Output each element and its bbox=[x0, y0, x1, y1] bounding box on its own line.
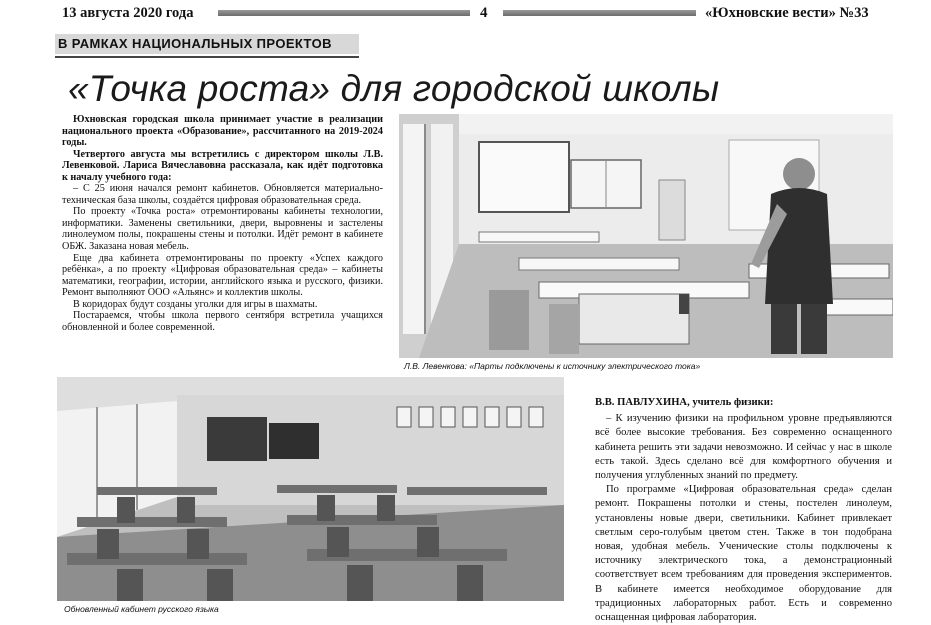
article-paragraph: По проекту «Точка роста» отремонтированы кабинеты технологии, информатики. Заменены светильники, двери, выровнены и застелены линолеумом полы, покрашены стены и потолки. Идёт ремонт в кабинете ОБЖ. Заказана новая мебель. bbox=[62, 206, 383, 253]
photo1-caption: Л.В. Левенкова: «Парты подключены к источнику электрического тока» bbox=[404, 361, 701, 371]
section-rubric: В РАМКАХ НАЦИОНАЛЬНЫХ ПРОЕКТОВ bbox=[55, 34, 359, 54]
rubric-underline bbox=[55, 56, 359, 58]
article-paragraph: – С 25 июня начался ремонт кабинетов. Обновляется материально-техническая база школы, создаётся цифровая образовательная среда. bbox=[62, 183, 383, 206]
newspaper-title: «Юхновские вести» №33 bbox=[705, 5, 869, 21]
article-paragraph: Постараемся, чтобы школа первого сентября встретила учащихся обновленной и более современной. bbox=[62, 310, 383, 333]
header-rule-left bbox=[218, 10, 470, 16]
article-headline: «Точка роста» для городской школы bbox=[68, 68, 720, 109]
issue-date: 13 августа 2020 года bbox=[62, 5, 194, 21]
article-lead: Юхновская городская школа принимает участие в реализации национального проекта «Образование», рассчитанного на 2019-2024 годы. bbox=[62, 114, 383, 149]
article-paragraph: В коридорах будут созданы уголки для игры в шахматы. bbox=[73, 298, 318, 310]
header-rule-right bbox=[503, 10, 696, 16]
article-body bbox=[62, 114, 383, 333]
photo-director-classroom bbox=[399, 114, 893, 358]
quote-paragraph: По программе «Цифровая образовательная среда» сделан ремонт. Покрашены потолки и стены, постелен линолеум, установлены новые двери, светильники. Кабинет привлекает светлым серо-голубым цветом стен. Также в тон подобрана новая, удобная мебель. Ученические столы подключены к источнику электрического тока, а демонстрационный соответствует всем требованиям для проведения экспериментов. В кабинете имеется необходимое оборудование для традиционных лабораторных работ. Есть и современно оснащенная цифровая лаборатория. bbox=[595, 484, 892, 624]
article-paragraph: Еще два кабинета отремонтированы по проекту «Успех каждого ребёнка», а по проекту «Цифровая образовательная среда» – кабинеты математики, географии, истории, английского языка и русского, физики. Ремонт выполняют ООО «Альянс» и коллектив школы. bbox=[62, 252, 383, 299]
article-intro: Четвертого августа мы встретились с директором школы Л.В. Левенковой. Лариса Вячеславовна рассказала, как идёт подготовка к началу учебного года: bbox=[62, 148, 383, 183]
photo-russian-classroom bbox=[57, 377, 564, 601]
photo2-caption: Обновленный кабинет русского языка bbox=[64, 604, 219, 614]
quote-author: В.В. ПАВЛУХИНА, учитель физики: bbox=[595, 397, 774, 408]
page-number: 4 bbox=[480, 5, 488, 21]
quote-paragraph: – К изучению физики на профильном уровне предъявляются всё более высокие требования. Без современно оснащенного кабинета решить эти задачи невозможно. И сейчас у нас в школе есть такой. Здесь сделано всё для комфортного обучения и получения углубленных знаний по предмету. bbox=[595, 413, 892, 482]
teacher-quote bbox=[595, 396, 892, 625]
